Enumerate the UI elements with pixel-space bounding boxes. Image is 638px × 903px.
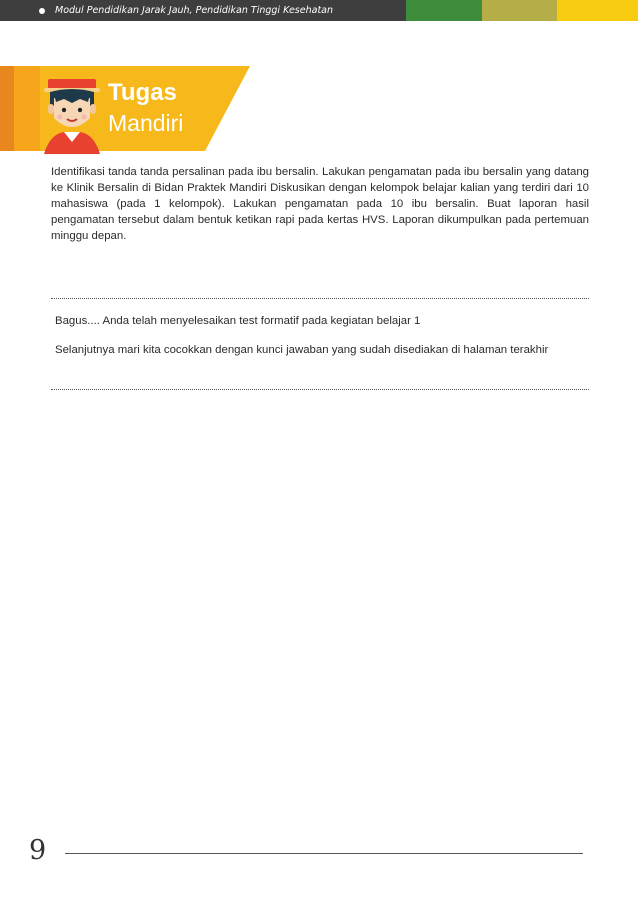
module-title: Modul Pendidikan Jarak Jauh, Pendidikan Tinggi Kesehatan <box>55 5 334 16</box>
banner-title-tugas: Tugas <box>108 79 177 106</box>
banner-title-mandiri: Mandiri <box>108 110 184 136</box>
page-number: 9 <box>29 835 47 866</box>
feedback-line-1: Bagus.... Anda telah menyelesaikan test formatif pada kegiatan belajar 1 <box>55 315 421 327</box>
header-bar <box>0 0 638 21</box>
header-color-block-yellow <box>557 0 638 21</box>
dotted-divider-top <box>51 298 589 299</box>
bullet-dot-icon <box>39 8 45 14</box>
student-avatar-icon <box>40 72 104 154</box>
dotted-divider-bottom <box>51 389 589 390</box>
header-color-block-olive <box>482 0 557 21</box>
feedback-line-2: Selanjutnya mari kita cocokkan dengan kunci jawaban yang sudah disediakan di halaman terakhir <box>55 344 549 356</box>
header-title-area <box>0 0 406 21</box>
footer-rule <box>65 853 583 854</box>
tugas-mandiri-banner <box>0 66 250 151</box>
header-color-block-green <box>406 0 482 21</box>
assignment-text: Identifikasi tanda tanda persalinan pada ibu bersalin. Lakukan pengamatan pada ibu bersalin yang datang ke Klinik Bersalin di Bidan Praktek Mandiri Diskusikan dengan kelompok belajar kalian yang terdiri dari 10 mahasiswa (pada 1 kelompok). Lakukan pengamatan pada 10 ibu bersalin. Buat laporan hasil pengamatan tersebut dalam bentuk ketikan rapi pada kertas HVS. Laporan dikumpulkan pada pertemuan minggu depan. <box>51 166 589 242</box>
